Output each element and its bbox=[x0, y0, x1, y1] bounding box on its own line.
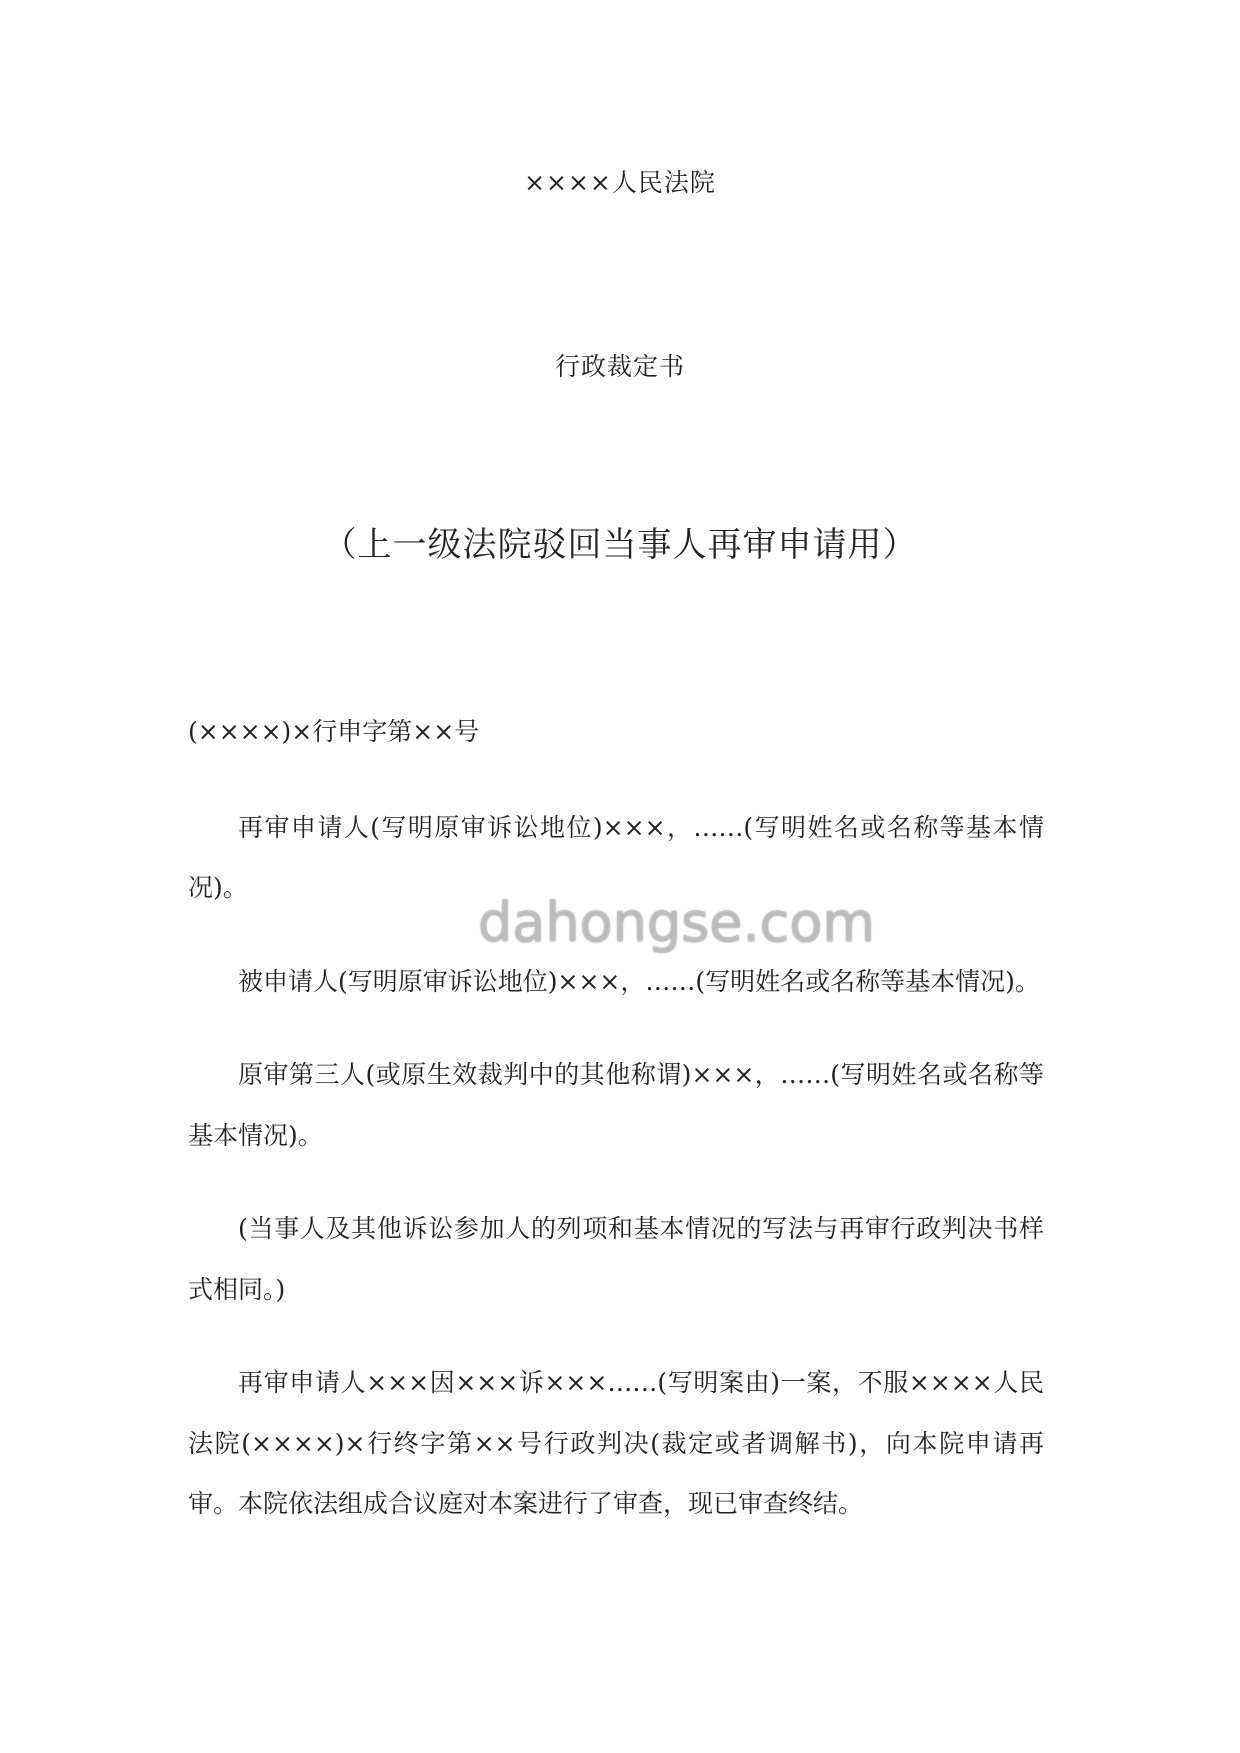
paragraph-case-summary: 再审申请人×××因×××诉×××……(写明案由)一案，不服××××人民法院(××××)×行终字第××号行政判决(裁定或者调解书)，向本院申请再审。本院依法组成合议庭对本案进行了审查，现已审查终结。 bbox=[188, 1368, 1044, 1518]
case-number: (××××)×行申字第××号 bbox=[188, 717, 480, 746]
court-name: ××××人民法院 bbox=[524, 168, 716, 197]
document-type: 行政裁定书 bbox=[554, 352, 685, 381]
paragraph-applicant: 再审申请人(写明原审诉讼地位)×××，……(写明姓名或名称等基本情况)。 bbox=[188, 812, 1044, 902]
paragraph-participants-note: (当事人及其他诉讼参加人的列项和基本情况的写法与再审行政判决书样式相同。) bbox=[188, 1214, 1044, 1304]
document-subtitle: （上一级法院驳回当事人再审申请用） bbox=[322, 525, 918, 565]
document-body bbox=[188, 702, 1044, 1568]
watermark-text: dahongse.com bbox=[478, 891, 875, 954]
paragraph-respondent: 被申请人(写明原审诉讼地位)×××，……(写明姓名或名称等基本情况)。 bbox=[238, 966, 1040, 996]
paragraph-third-party: 原审第三人(或原生效裁判中的其他称谓)×××，……(写明姓名或名称等基本情况)。 bbox=[188, 1060, 1044, 1150]
